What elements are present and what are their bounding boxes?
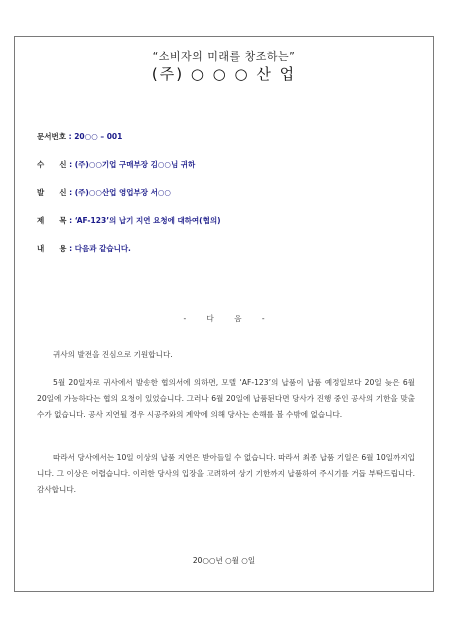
field-subject: 제 목 : ‘AF-123’의 납기 지연 요청에 대하여(협의) xyxy=(37,216,221,225)
document-page xyxy=(14,36,434,592)
field-label: 문서번호 xyxy=(37,132,66,141)
slogan: “소비자의 미래를 창조하는” xyxy=(152,50,296,63)
field-content: 내 용 : 다음과 같습니다. xyxy=(37,244,131,253)
paragraph-request: 5월 20일자로 귀사에서 발송한 협의서에 의하면, 모델 ‘AF-123’의 납품이 납품 예정일보다 20일 늦은 6월 20일에 가능하다는 협의 요청이 있었습니다. 그러나 6월 20일에 납품된다면 당사가 진행 중인 공사의 기한을 맞출 수가 없습니다. 공사 지연될 경우 시공주와의 계약에 의해 당사는 손해를 볼 수밖에 없습니다. xyxy=(37,378,415,419)
company-name: (주) ○ ○ ○ 산 업 xyxy=(151,65,297,83)
paragraph-greeting: 귀사의 발전을 진심으로 기원합니다. xyxy=(53,350,173,359)
field-label: 수 신 xyxy=(37,160,67,169)
field-sender: 발 신 : (주)○○산업 영업부장 서○○ xyxy=(37,188,171,197)
document-date: 20○○년 ○월 ○일 xyxy=(192,556,256,565)
field-value: 다음과 같습니다. xyxy=(74,244,131,253)
field-label: 발 신 xyxy=(37,188,67,197)
field-recipient: 수 신 : (주)○○기업 구매부장 김○○님 귀하 xyxy=(37,160,196,169)
paragraph-response: 따라서 당사에서는 10일 이상의 납품 지연은 받아들일 수 없습니다. 따라서 최종 납품 기일은 6월 10일까지입니다. 그 이상은 어렵습니다. 이러한 당사의 입장을 고려하여 상기 기한까지 납품하여 주시기를 거듭 부탁드립니다. 감사합니다. xyxy=(37,453,415,494)
field-label: 내 용 xyxy=(37,244,67,253)
field-value: (주)○○산업 영업부장 서○○ xyxy=(74,188,171,197)
field-value: ‘AF-123’의 납기 지연 요청에 대하여(협의) xyxy=(74,216,221,225)
field-doc-number: 문서번호 : 20○○ – 001 xyxy=(37,132,123,141)
separator-heading: - 다 음 - xyxy=(183,314,265,323)
field-value: 20○○ – 001 xyxy=(74,132,123,141)
field-value: (주)○○기업 구매부장 김○○님 귀하 xyxy=(74,160,196,169)
field-label: 제 목 xyxy=(37,216,67,225)
